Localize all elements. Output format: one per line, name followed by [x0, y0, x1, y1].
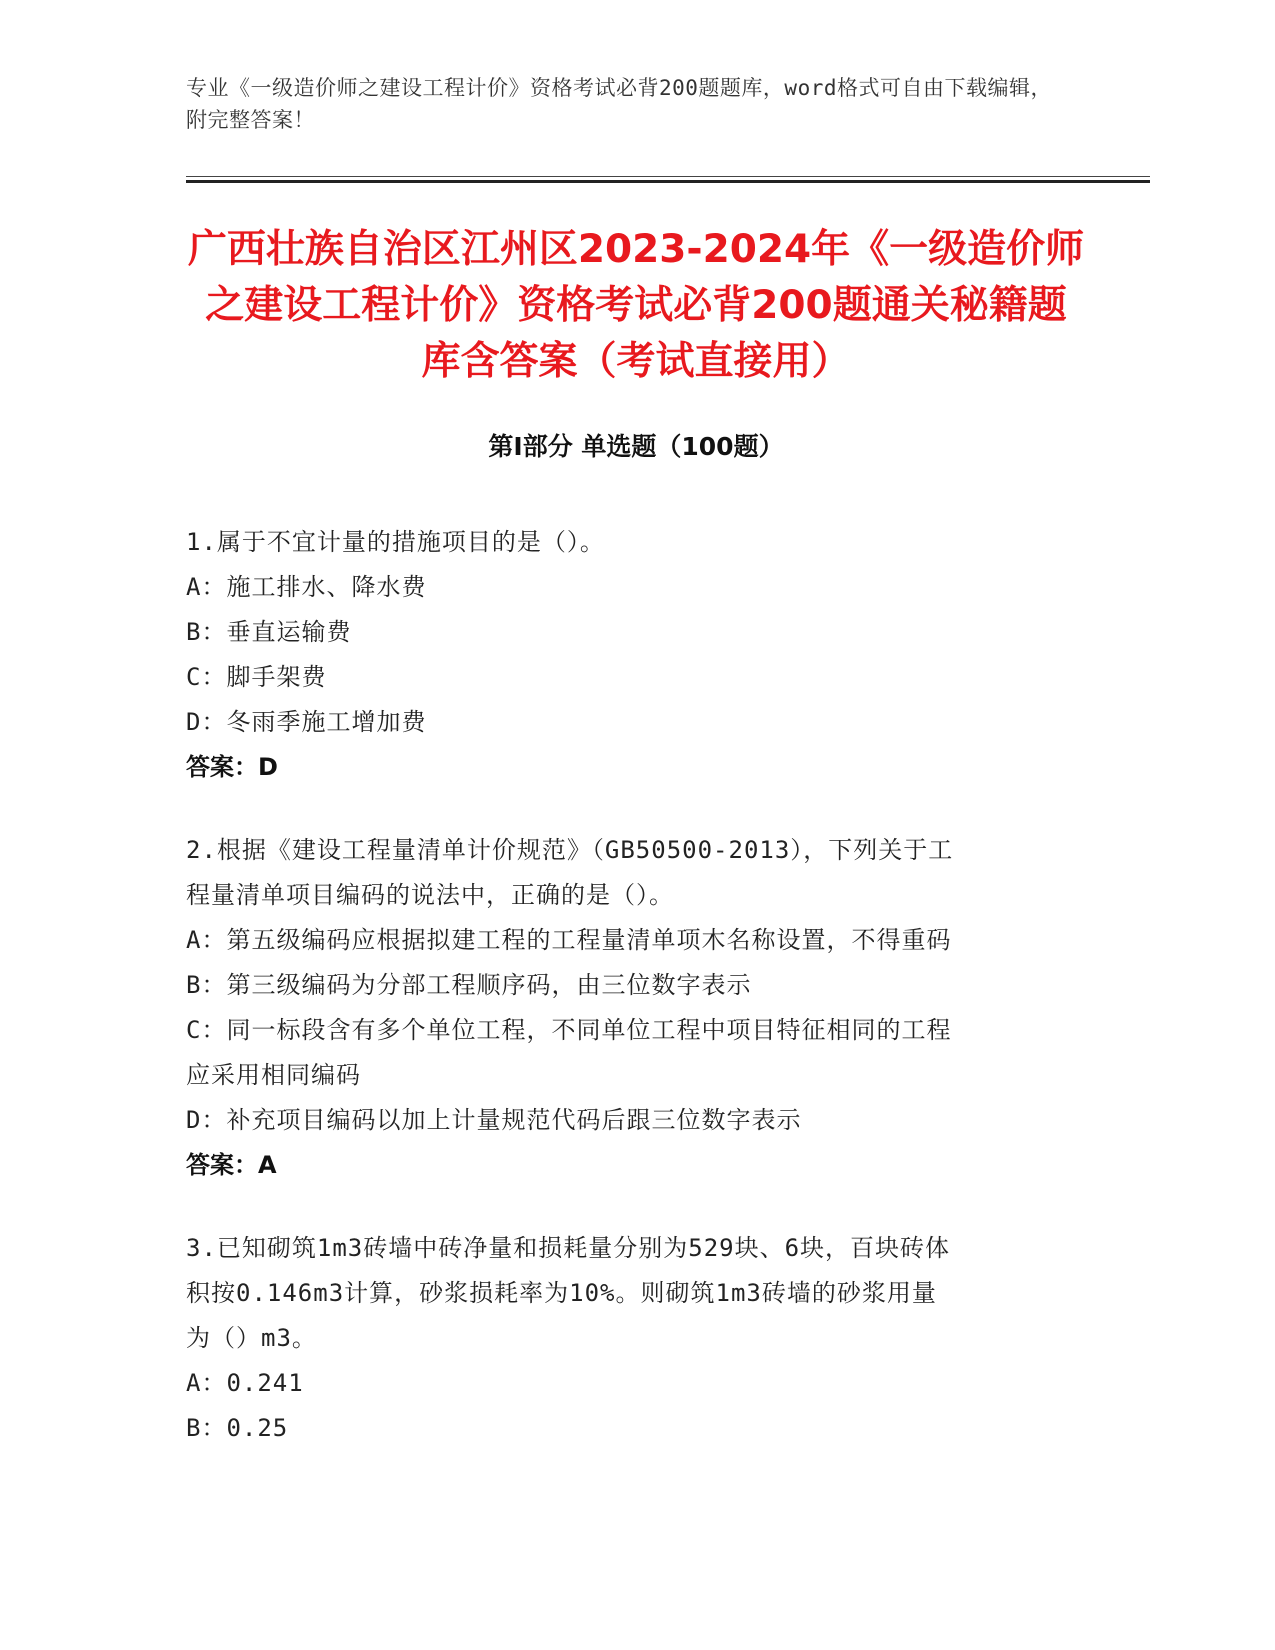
- question-3: [186, 1226, 1066, 1451]
- option-c-continued: 应采用相同编码: [186, 1061, 361, 1089]
- option-c: C：脚手架费: [186, 663, 327, 691]
- section-title: 第I部分 单选题（100题）: [488, 432, 784, 461]
- question-stem-line: 3.已知砌筑1m3砖墙中砖净量和损耗量分别为529块、6块，百块砖体: [186, 1234, 951, 1262]
- question-1: [186, 520, 1066, 790]
- header-rule-thick: [186, 180, 1150, 183]
- question-stem-line: 积按0.146m3计算，砂浆损耗率为10%。则砌筑1m3砖墙的砂浆用量: [186, 1279, 937, 1307]
- option-a: A：0.241: [186, 1369, 304, 1397]
- question-2: [186, 828, 1066, 1188]
- header-rule-thin: [186, 176, 1150, 177]
- document-title: 广西壮族自治区江州区2023-2024年《一级造价师之建设工程计价》资格考试必背200题通关秘籍题库含答案（考试直接用）: [187, 227, 1085, 384]
- question-stem-line: 为（）m3。: [186, 1324, 317, 1352]
- option-b: B：垂直运输费: [186, 618, 352, 646]
- option-b: B：第三级编码为分部工程顺序码，由三位数字表示: [186, 971, 752, 999]
- option-a: A：施工排水、降水费: [186, 573, 427, 601]
- question-list: [186, 520, 1066, 1489]
- question-stem-line: 2.根据《建设工程量清单计价规范》（GB50500-2013），下列关于工: [186, 836, 954, 864]
- option-d: D：补充项目编码以加上计量规范代码后跟三位数字表示: [186, 1106, 802, 1134]
- question-stem-line: 程量清单项目编码的说法中，正确的是（）。: [186, 881, 674, 909]
- option-d: D：冬雨季施工增加费: [186, 708, 427, 736]
- answer-label: 答案：D: [186, 753, 278, 781]
- question-stem-line: 1.属于不宜计量的措施项目的是（）。: [186, 528, 605, 556]
- option-a: A：第五级编码应根据拟建工程的工程量清单项木名称设置，不得重码: [186, 926, 952, 954]
- header-note: 专业《一级造价师之建设工程计价》资格考试必背200题题库，word格式可自由下载编辑，附完整答案！: [186, 76, 1052, 132]
- answer-label: 答案：A: [186, 1151, 277, 1179]
- option-c: C：同一标段含有多个单位工程，不同单位工程中项目特征相同的工程: [186, 1016, 952, 1044]
- option-b: B：0.25: [186, 1414, 289, 1442]
